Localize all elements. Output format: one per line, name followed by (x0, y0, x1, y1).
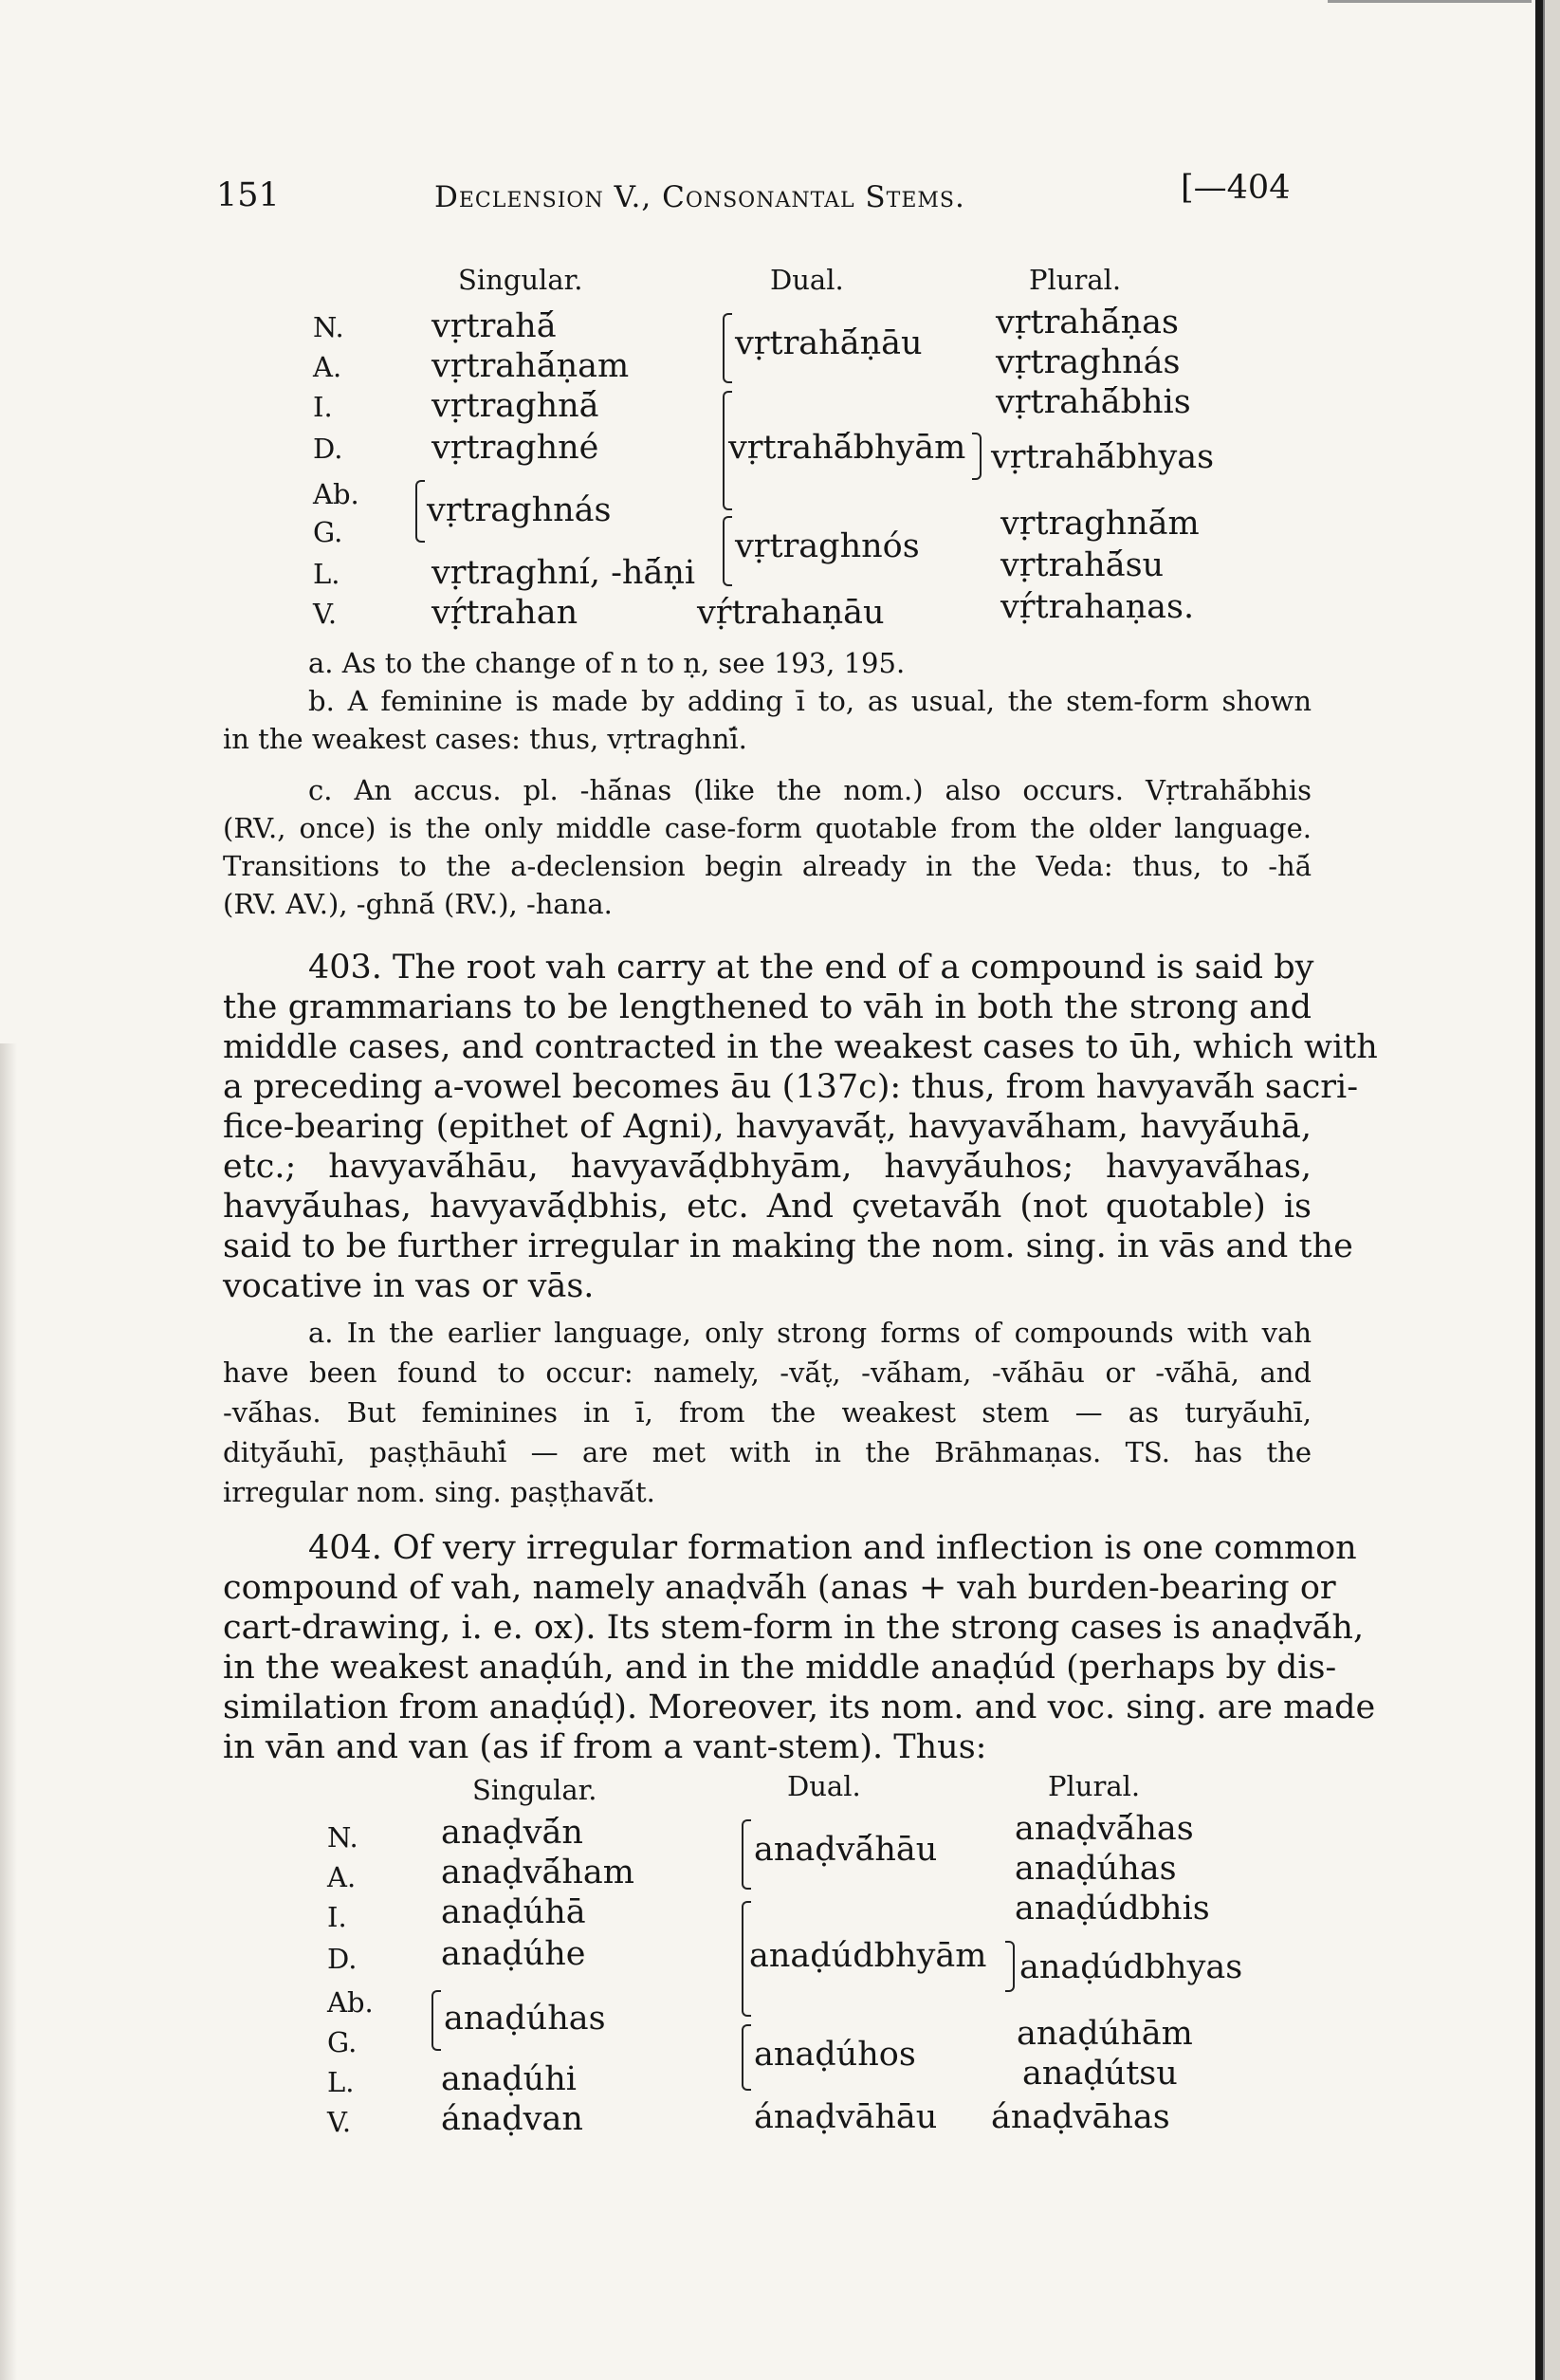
text-line: dityā́uhī, paṣṭhāuhī́ — are met with in the Brāhmaṇas. TS. has the (223, 1436, 1312, 1468)
t1-case-g: G. (313, 516, 343, 548)
t1-du-na: vṛtrahā́ṇāu (735, 324, 923, 362)
t1-header-singular: Singular. (458, 264, 583, 296)
text-line: (RV. AV.), -ghnā́ (RV.), -hana. (223, 888, 613, 920)
t1-sg-d: vṛtraghné (431, 429, 599, 467)
text-line: in vān and van (as if from a vant-stem). Thus: (223, 1728, 987, 1766)
t2-pl-v: ánaḍvāhas (991, 2098, 1170, 2136)
text-line: Transitions to the a-declension begin already in the Veda: thus, to -hā́ (223, 850, 1312, 882)
text-line: in the weakest cases: thus, vṛtraghnī́. (223, 723, 747, 755)
t1-brace-du-na (723, 313, 732, 383)
t2-case-i: I. (327, 1901, 347, 1933)
t2-pl-i: anaḍúdbhis (1015, 1890, 1210, 1928)
t1-pl-n: vṛtrahā́ṇas (996, 304, 1179, 341)
t2-case-a: A. (327, 1861, 357, 1893)
text-line: cart-drawing, i. e. ox). Its stem-form in the strong cases is anaḍvā́h, (223, 1609, 1365, 1647)
text-line: vocative in vas or vās. (223, 1267, 595, 1305)
t2-pl-l: anaḍútsu (1022, 2055, 1178, 2093)
t2-brace-abg (431, 1990, 441, 2051)
t1-pl-g: vṛtraghnā́m (1000, 505, 1200, 543)
text-line: in the weakest anaḍúh, and in the middle anaḍúd (perhaps by dis- (223, 1649, 1337, 1687)
text-line: similation from anaḍúḍ). Moreover, its nom. and voc. sing. are made (223, 1688, 1376, 1726)
t2-case-n: N. (327, 1821, 358, 1854)
t2-pl-dab: anaḍúdbhyas (1019, 1948, 1243, 1986)
t1-pl-a: vṛtraghnás (996, 343, 1181, 381)
t2-sg-abg: anaḍúhas (444, 2000, 606, 2038)
t1-brace-du-gl (723, 516, 732, 586)
t2-sg-a: anaḍvā́ham (441, 1854, 634, 1891)
text-line: a preceding a-vowel becomes āu (137c): thus, from havyavā́h sacri- (223, 1068, 1359, 1106)
t1-pl-l: vṛtrahā́su (1000, 546, 1165, 584)
text-line: fice-bearing (epithet of Agni), havyavā́ṭ, havyavā́ham, havyā́uhā, (223, 1108, 1312, 1146)
t1-sg-v: vṛ́trahan (431, 594, 578, 632)
t2-header-singular: Singular. (472, 1774, 597, 1806)
text-line: said to be further irregular in making the nom. sing. in vās and the (223, 1227, 1353, 1265)
paragraph-404 (223, 1529, 1376, 1768)
t2-header-dual: Dual. (787, 1770, 861, 1802)
scan-shade (0, 1043, 17, 2380)
t1-case-i: I. (313, 391, 333, 423)
running-title: Declension V., Consonantal Stems. (434, 180, 965, 214)
t2-sg-i: anaḍúhā (441, 1893, 586, 1931)
t2-pl-n: anaḍvā́has (1015, 1810, 1194, 1848)
t1-case-a: A. (313, 351, 342, 383)
t2-du-ida: anaḍúdbhyām (749, 1937, 987, 1975)
t1-du-gl: vṛtraghnós (735, 527, 920, 565)
text-line: irregular nom. sing. paṣṭhavā́t. (223, 1476, 655, 1508)
t2-sg-d: anaḍúhe (441, 1935, 586, 1973)
section-ref: [—404 (1181, 169, 1291, 207)
text-line: (RV., once) is the only middle case-form quotable from the older language. (223, 812, 1312, 844)
t1-pl-v: vṛ́trahaṇas. (1000, 588, 1195, 626)
note-a-vah (223, 1317, 1312, 1516)
text-line: -vā́has. But feminines in ī, from the weakest stem — as turyā́uhī, (223, 1396, 1312, 1429)
t2-brace-pl-dab (1005, 1941, 1015, 1992)
t1-brace-pl-dab (972, 433, 982, 480)
t1-header-dual: Dual. (770, 264, 844, 296)
t1-sg-n: vṛtrahā́ (431, 307, 557, 345)
text-line: etc.; havyavā́hāu, havyavā́ḍbhyām, havyā́uhos; havyavā́has, (223, 1148, 1312, 1186)
t2-pl-a: anaḍúhas (1015, 1850, 1177, 1888)
scan-line (1328, 0, 1532, 3)
t1-du-ida: vṛtrahā́bhyām (728, 429, 966, 467)
text-line: the grammarians to be lengthened to vāh in both the strong and (223, 988, 1312, 1026)
t1-pl-i: vṛtrahā́bhis (996, 383, 1191, 421)
t1-sg-i: vṛtraghnā́ (431, 387, 599, 425)
text-line: have been found to occur: namely, -vā́ṭ, -vā́ham, -vā́hāu or -vā́hā, and (223, 1356, 1312, 1389)
page-edge-shadow (1535, 0, 1560, 2380)
t1-case-d: D. (313, 433, 343, 465)
note-c-vrtra (223, 774, 1312, 926)
text-line: b. A feminine is made by adding ī to, as usual, the stem-form shown (308, 685, 1312, 717)
t1-sg-l: vṛtraghní, -hā́ṇi (431, 554, 696, 592)
text-line: a. In the earlier language, only strong forms of compounds with vah (308, 1317, 1312, 1349)
t1-case-n: N. (313, 311, 344, 343)
t2-brace-du-gl (742, 2024, 751, 2091)
t1-case-l: L. (313, 558, 340, 590)
t2-case-g: G. (327, 2026, 358, 2058)
t2-du-gl: anaḍúhos (754, 2036, 916, 2074)
t2-sg-n: anaḍvā́n (441, 1814, 583, 1852)
t2-case-d: D. (327, 1943, 358, 1975)
t2-header-plural: Plural. (1048, 1770, 1141, 1802)
text-line: havyā́uhas, havyavā́ḍbhis, etc. And çvetavā́h (not quotable) is (223, 1188, 1312, 1226)
t1-sg-abg: vṛtraghnás (427, 491, 612, 529)
t1-header-plural: Plural. (1029, 264, 1122, 296)
paragraph-403 (223, 949, 1378, 1307)
t2-pl-g: anaḍúhām (1017, 2015, 1193, 2053)
t1-brace-abg (415, 480, 425, 543)
text-line: c. An accus. pl. -hā́nas (like the nom.) also occurs. Vṛtrahā́bhis (308, 774, 1312, 806)
text-line: 404. Of very irregular formation and inflection is one common (308, 1529, 1357, 1567)
text-line: middle cases, and contracted in the weakest cases to ūh, which with (223, 1028, 1378, 1066)
t2-case-v: V. (327, 2106, 352, 2138)
t1-pl-dab: vṛtrahā́bhyas (991, 438, 1215, 476)
t2-sg-l: anaḍúhi (441, 2060, 577, 2098)
t1-du-v: vṛ́trahaṇāu (697, 594, 885, 632)
t2-case-ab: Ab. (327, 1986, 374, 2019)
text-line: 403. The root vah carry at the end of a compound is said by (308, 949, 1314, 987)
note-b-vrtra (223, 685, 1312, 761)
t2-case-l: L. (327, 2066, 355, 2098)
t2-du-v: ánaḍvāhāu (754, 2098, 938, 2136)
t2-sg-v: ánaḍvan (441, 2100, 583, 2138)
page-number: 151 (216, 176, 280, 214)
t1-case-ab: Ab. (313, 478, 359, 510)
t2-du-na: anaḍvā́hāu (754, 1831, 938, 1869)
t2-brace-du-na (742, 1819, 751, 1890)
note-a-vrtra: a. As to the change of n to ṇ, see 193, 195. (308, 647, 906, 679)
t1-sg-a: vṛtrahā́ṇam (431, 347, 630, 385)
text-line: compound of vah, namely anaḍvā́h (anas + vah burden-bearing or (223, 1569, 1336, 1607)
t1-case-v: V. (313, 598, 338, 630)
